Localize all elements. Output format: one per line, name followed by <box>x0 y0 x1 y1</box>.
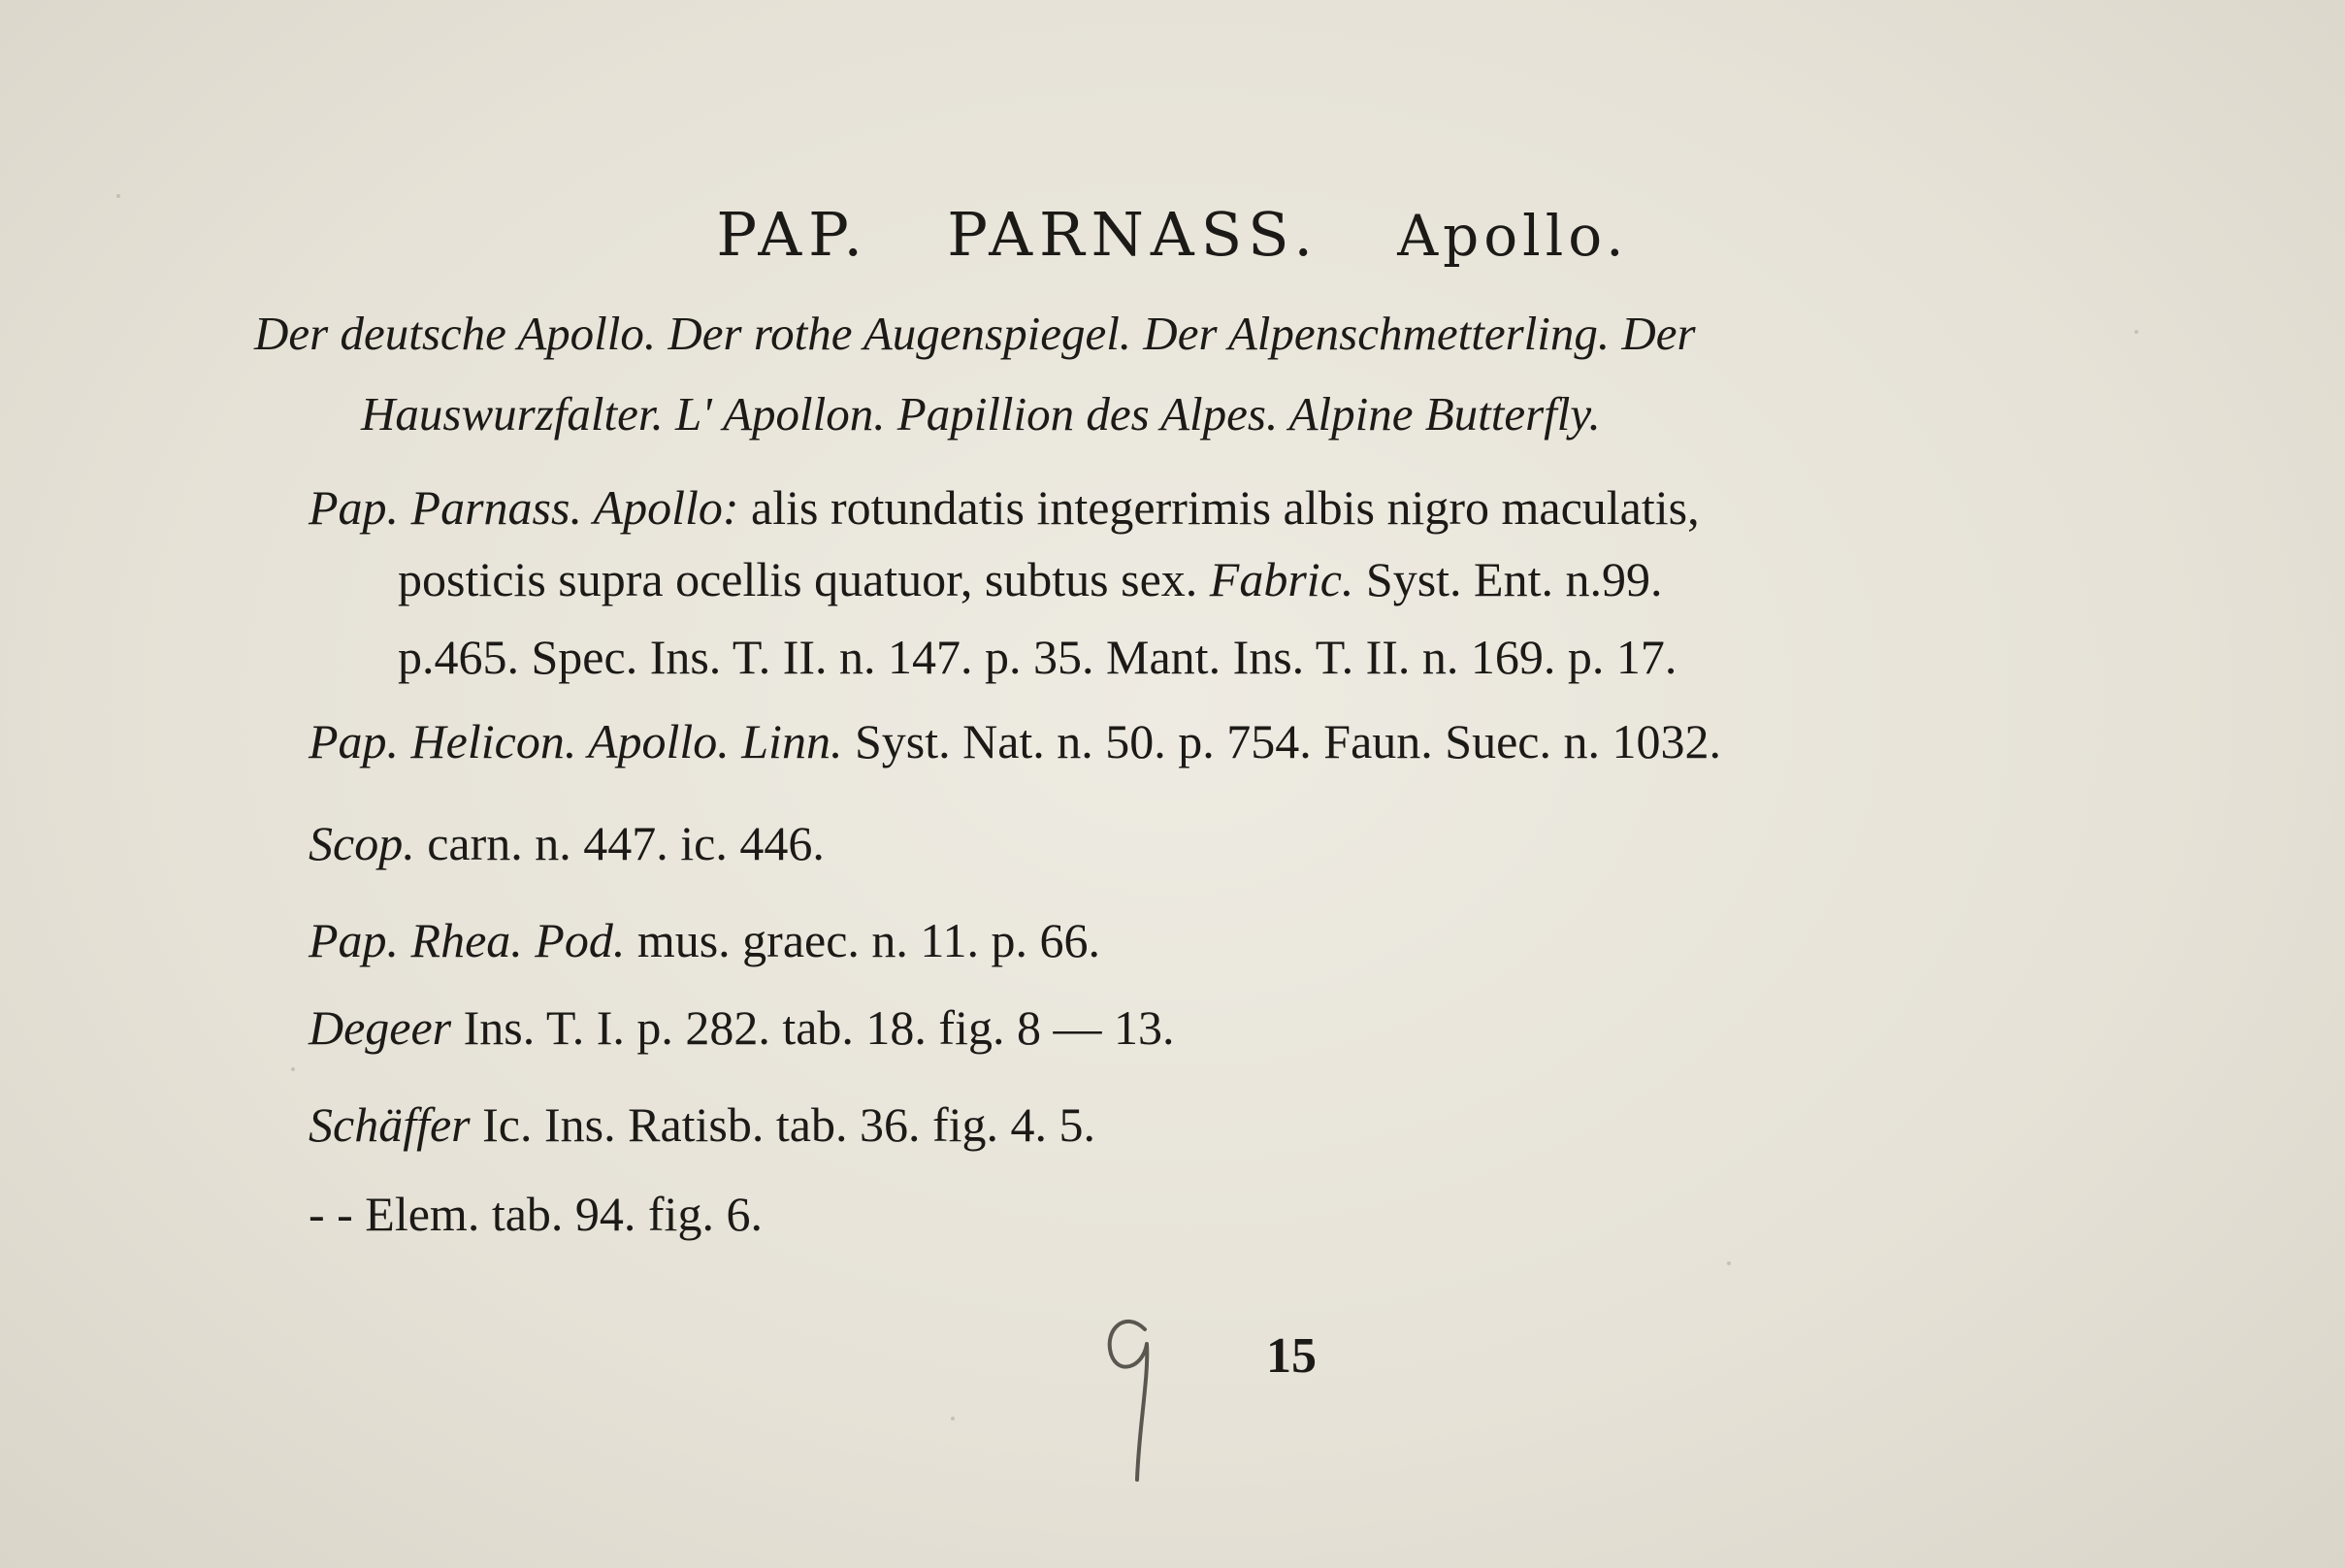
heading-group: PARNASS. <box>947 199 1320 270</box>
heading-genus: PAP. <box>716 199 870 270</box>
reference-degeer: Degeer Ins. T. I. p. 282. tab. 18. fig. 8 — 13. <box>309 1000 1175 1055</box>
pencil-mark-9 <box>1096 1300 1174 1485</box>
heading-species: Apollo. <box>1397 203 1629 269</box>
reference-scopoli: Scop. carn. n. 447. ic. 446. <box>309 816 825 870</box>
common-names-line-1: Der deutsche Apollo. Der rothe Augenspiegel. Der Alpenschmetterling. Der <box>254 307 1696 360</box>
reference-fabricius-line-1: Pap. Parnass. Apollo: alis rotundatis integerrimis albis nigro maculatis, <box>309 480 1700 535</box>
reference-poda: Pap. Rhea. Pod. mus. graec. n. 11. p. 66. <box>309 913 1101 967</box>
species-heading <box>0 199 2345 270</box>
reference-fabricius-line-3: p.465. Spec. Ins. T. II. n. 147. p. 35. Mant. Ins. T. II. n. 169. p. 17. <box>398 630 1677 684</box>
common-names-line-2: Hauswurzfalter. L' Apollon. Papillion des Alpes. Alpine Butterfly. <box>361 387 1601 441</box>
page-number: 15 <box>1266 1328 1317 1384</box>
reference-schaeffer-elem: - - Elem. tab. 94. fig. 6. <box>309 1187 763 1241</box>
reference-linnaeus: Pap. Helicon. Apollo. Linn. Syst. Nat. n. 50. p. 754. Faun. Suec. n. 1032. <box>309 714 1721 768</box>
reference-fabricius-line-2: posticis supra ocellis quatuor, subtus sex. Fabric. Syst. Ent. n.99. <box>398 552 1663 606</box>
reference-schaeffer: Schäffer Ic. Ins. Ratisb. tab. 36. fig. 4. 5. <box>309 1097 1096 1152</box>
